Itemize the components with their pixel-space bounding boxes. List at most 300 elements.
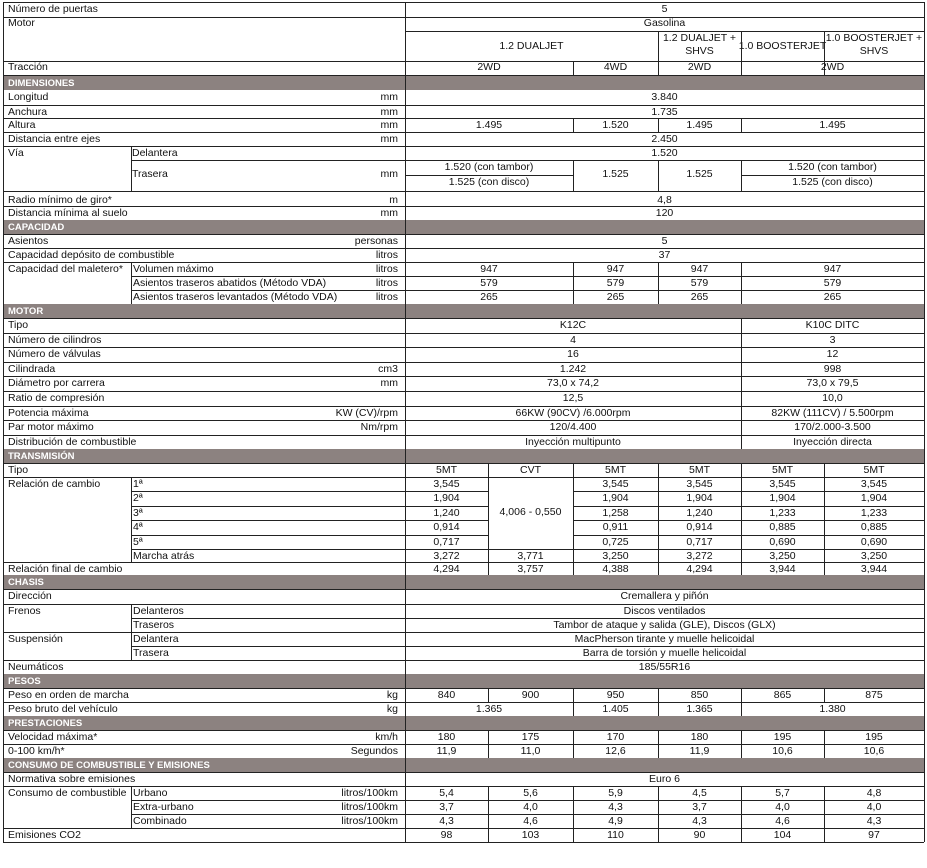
value-text: K12C — [559, 319, 587, 331]
value-text: 4,9 — [608, 815, 623, 827]
value-text: 180 — [437, 731, 456, 743]
value-text: 11,9 — [689, 745, 710, 757]
value-text: 110 — [607, 829, 624, 841]
value-text: 11,0 — [520, 745, 541, 757]
grid-column-rule — [741, 688, 742, 702]
value-text: 1.525 — [602, 168, 629, 180]
grid-column-rule — [658, 262, 659, 304]
cell-text: Distribución de combustible — [8, 435, 137, 448]
grid-rule — [3, 435, 924, 436]
unit-text: litros — [375, 291, 398, 303]
grid-rule — [3, 347, 924, 348]
traction-label: Tracción — [8, 61, 48, 73]
cell-text: Cilindrada — [8, 362, 56, 375]
value-text: 5MT — [605, 464, 626, 476]
cell-text: Peso en orden de marcha — [8, 689, 129, 701]
value-text: 0,725 — [602, 535, 629, 548]
grid-column-rule — [741, 786, 742, 842]
unit-text: KW (CV)/rpm — [335, 406, 398, 419]
unit-text: mm — [380, 377, 398, 390]
value-text: 4,0 — [866, 801, 882, 813]
grid-column-rule — [573, 262, 574, 304]
grid-rule — [3, 191, 924, 192]
grid-rule — [3, 589, 924, 590]
grid-column-rule — [573, 463, 574, 575]
value-text: 3,7 — [692, 801, 707, 813]
value-text: 0,717 — [433, 535, 460, 548]
engine-header: 1.0 BOOSTERJET + SHVS — [825, 32, 923, 57]
engine-header: 1.2 DUALJET + SHVS — [662, 32, 737, 57]
value-text: 1.365 — [475, 703, 503, 715]
section-prestaciones — [3, 716, 924, 730]
value-text: 82KW (111CV) / 5.500rpm — [771, 406, 894, 419]
cell-text: Volumen máximo — [133, 263, 214, 275]
grid-rule — [3, 391, 924, 392]
value-text: 175 — [521, 731, 540, 743]
grid-column-rule — [824, 786, 825, 842]
value-text: 850 — [690, 689, 709, 701]
grid-column-rule — [741, 318, 742, 449]
value-text: CVT — [520, 464, 541, 476]
value-text: 10,6 — [863, 745, 885, 757]
value-text: 195 — [773, 731, 792, 743]
value-text: 97 — [868, 829, 880, 841]
motor-label: Motor — [8, 17, 35, 29]
grid-column-rule — [131, 477, 132, 562]
value-text: 1,240 — [433, 506, 460, 519]
value-text: 4,6 — [523, 815, 538, 827]
value-text: 3,250 — [860, 550, 888, 562]
cell-text: Relación final de cambio — [8, 563, 123, 575]
grid-column-rule — [741, 118, 742, 132]
value-text: 195 — [865, 731, 883, 743]
grid-column-rule — [824, 730, 825, 758]
cell-text: Peso bruto del vehículo — [8, 703, 118, 715]
section-title: CHASIS — [8, 577, 44, 588]
value-text: 998 — [823, 362, 842, 375]
cell-text: Delantera — [132, 147, 178, 159]
value-text: 1.735 — [651, 106, 678, 118]
section-title: CONSUMO DE COMBUSTIBLE Y EMISIONES — [8, 760, 210, 771]
grid-column-rule — [741, 262, 742, 304]
value-text: 1.405 — [602, 703, 629, 715]
value-text: Tambor de ataque y salida (GLE), Discos (GLX) — [553, 619, 776, 631]
value-text: 840 — [437, 689, 456, 701]
value-text: 1,904 — [769, 492, 796, 505]
value-text: 37 — [658, 249, 671, 261]
grid-column-rule — [131, 262, 132, 304]
value-text: 4,5 — [692, 787, 707, 799]
cell-text: Potencia máxima — [8, 406, 89, 419]
cell-text: Velocidad máxima* — [8, 731, 98, 743]
value-text: 1.495 — [475, 119, 503, 131]
value-text: 4,294 — [686, 563, 713, 575]
value-text: 3 — [829, 333, 836, 346]
unit-text: mm — [380, 106, 398, 118]
grid-rule — [741, 175, 924, 176]
value-text: 3,272 — [686, 550, 713, 562]
grid-column-rule — [824, 688, 825, 702]
value-text: Inyección multipunto — [525, 435, 621, 448]
unit-text: km/h — [375, 731, 398, 743]
cell-text: Asientos traseros levantados (Método VDA) — [133, 291, 338, 303]
cell-text: Suspensión — [8, 633, 63, 645]
cell-text: Asientos — [8, 235, 49, 247]
cell-text: 5ª — [133, 535, 143, 548]
unit-text: kg — [386, 703, 398, 715]
unit-text: mm — [380, 207, 398, 219]
value-text: 1.380 — [819, 703, 846, 715]
value-text: 12 — [826, 348, 839, 361]
value-text: 4,8 — [657, 194, 672, 206]
section-pesos — [3, 674, 924, 688]
cell-text: Frenos — [8, 605, 41, 617]
cell-text: Delantera — [133, 633, 179, 645]
grid-rule — [131, 618, 924, 619]
cell-text: Número de válvulas — [8, 348, 101, 361]
value-text: 3,545 — [860, 478, 888, 490]
value-text: MacPherson tirante y muelle helicoidal — [574, 633, 755, 645]
cell-text: 2ª — [133, 492, 143, 505]
value-text: 947 — [480, 263, 498, 275]
traction-value: 2WD — [820, 61, 845, 73]
value-text: 0,690 — [860, 535, 888, 548]
value-text: 90 — [693, 829, 706, 841]
value-text: 3,944 — [860, 563, 888, 575]
unit-text: m — [389, 194, 398, 206]
value-text: 4,006 - 0,550 — [499, 506, 562, 518]
value-text: 1,904 — [433, 492, 460, 505]
cell-text: Neumáticos — [8, 661, 64, 673]
traction-value: 2WD — [477, 61, 501, 73]
cell-text: Ratio de compresión — [8, 392, 105, 404]
value-text: 185/55R16 — [638, 661, 691, 673]
cell-text: Emisiones CO2 — [8, 829, 81, 841]
section-chasis — [3, 575, 924, 589]
grid-column-rule — [741, 702, 742, 716]
value-text: 180 — [690, 731, 709, 743]
value-text: 900 — [521, 689, 540, 701]
engine-header: 1.0 BOOSTERJET — [738, 40, 827, 52]
grid-rule — [3, 234, 924, 235]
grid-column-rule — [131, 604, 132, 660]
value-text: 1,904 — [602, 492, 629, 505]
unit-text: litros — [375, 263, 398, 275]
value-text: 265 — [823, 291, 842, 303]
grid-rule — [3, 206, 924, 207]
doors-label: Número de puertas — [8, 3, 98, 15]
grid-column-rule — [824, 463, 825, 575]
grid-rule — [3, 420, 924, 421]
cell-text: Distancia mínima al suelo — [8, 207, 128, 219]
cell-text: Número de cilindros — [8, 333, 102, 346]
unit-text: mm — [380, 168, 398, 180]
cell-text: Distancia entre ejes — [8, 133, 101, 145]
value-text: Euro 6 — [649, 773, 680, 785]
value-text: 1.495 — [686, 119, 713, 131]
unit-text: litros — [375, 249, 398, 261]
grid-rule — [3, 362, 924, 363]
value-text: 120/4.400 — [549, 421, 597, 434]
unit-text: mm — [380, 133, 398, 145]
value-text: 3,545 — [602, 478, 629, 490]
section-title: PESOS — [8, 676, 41, 687]
grid-rule — [3, 2, 924, 3]
section-capacidad — [3, 220, 924, 234]
value-text: 104 — [773, 829, 792, 841]
value-text: 579 — [480, 277, 498, 289]
grid-column-rule — [658, 463, 659, 575]
unit-text: Nm/rpm — [360, 421, 398, 434]
grid-column-rule — [573, 730, 574, 758]
unit-text: personas — [354, 235, 398, 247]
cell-text: Consumo de combustible — [8, 787, 127, 799]
value-text: 5,9 — [608, 787, 623, 799]
value-text: 579 — [690, 277, 709, 289]
value-text: 73,0 x 79,5 — [806, 377, 859, 390]
grid-rule — [3, 118, 924, 119]
cell-text: Par motor máximo — [8, 421, 94, 434]
value-text: 4,294 — [433, 563, 460, 575]
value-text: 3,7 — [439, 801, 454, 813]
value-text: Inyección directa — [793, 435, 872, 448]
value-text: 1,233 — [769, 506, 796, 519]
cell-text: Radio mínimo de giro* — [8, 194, 112, 206]
value-text: 98 — [440, 829, 453, 841]
value-text: 4,3 — [692, 815, 707, 827]
grid-rule — [3, 132, 924, 133]
grid-column-rule — [488, 463, 489, 575]
cell-text: Longitud — [8, 91, 49, 103]
value-text: 3,545 — [686, 478, 713, 490]
cell-text: Trasera — [132, 168, 168, 180]
value-text: K10C DITC — [805, 319, 860, 331]
value-text: 103 — [521, 829, 540, 841]
cell-text: Diámetro por carrera — [8, 377, 105, 390]
value-text: 3,944 — [769, 563, 796, 575]
value-text: 3,771 — [517, 550, 544, 562]
value-text: 1,904 — [686, 492, 713, 505]
value-text: 4,6 — [775, 815, 790, 827]
value-text: 1.520 (con tambor) — [788, 161, 877, 173]
grid-column-rule — [658, 786, 659, 842]
value-text: 3.840 — [651, 91, 678, 103]
value-text: 170 — [606, 731, 625, 743]
cell-text: Urbano — [133, 787, 168, 799]
grid-rule — [3, 105, 924, 106]
grid-rule — [131, 646, 924, 647]
value-text: 1.365 — [686, 703, 713, 715]
grid-column-rule — [573, 786, 574, 842]
value-text: 950 — [606, 689, 625, 701]
cell-text: Traseros — [133, 619, 175, 631]
cell-text: 3ª — [133, 506, 143, 519]
grid-rule — [3, 318, 924, 319]
value-text: 1.520 — [651, 147, 678, 159]
value-text: 1.495 — [819, 119, 846, 131]
value-text: 5MT — [772, 464, 793, 476]
value-text: 265 — [480, 291, 498, 303]
value-text: 1.242 — [559, 362, 587, 375]
grid-rule — [3, 660, 924, 661]
value-text: 0,885 — [769, 521, 796, 534]
value-text: 3,250 — [602, 550, 629, 562]
grid-column-rule — [573, 688, 574, 702]
value-text: 1,258 — [602, 506, 629, 519]
grid-rule — [3, 702, 924, 703]
value-text: 4,388 — [602, 563, 629, 575]
value-text: 265 — [690, 291, 709, 303]
cell-text: Anchura — [8, 106, 48, 118]
value-text: 1,904 — [860, 492, 888, 505]
value-text: 73,0 x 74,2 — [547, 377, 599, 390]
value-text: 120 — [655, 207, 674, 219]
cell-text: 4ª — [133, 521, 143, 534]
section-transmision — [3, 449, 924, 463]
value-text: 16 — [567, 348, 579, 361]
grid-column-rule — [488, 688, 489, 702]
grid-column-rule — [3, 2, 4, 842]
value-text: 5,7 — [775, 787, 790, 799]
cell-text: Capacidad del maletero* — [8, 263, 123, 275]
value-text: 4 — [570, 333, 576, 346]
grid-column-rule — [658, 730, 659, 758]
grid-column-rule — [658, 160, 659, 191]
value-text: 5MT — [863, 464, 885, 476]
value-text: 0,914 — [433, 521, 460, 534]
value-text: 0,911 — [602, 521, 629, 534]
unit-text: litros/100km — [341, 787, 398, 799]
value-text: 4,0 — [523, 801, 538, 813]
value-text: 0,914 — [686, 521, 713, 534]
grid-column-rule — [131, 146, 132, 191]
value-text: 10,6 — [772, 745, 793, 757]
unit-text: mm — [380, 119, 398, 131]
grid-column-rule — [658, 118, 659, 132]
value-text: 265 — [606, 291, 625, 303]
cell-text: Relación de cambio — [8, 478, 101, 490]
grid-rule — [3, 772, 924, 773]
cell-text: Vía — [8, 147, 24, 159]
grid-rule — [405, 175, 573, 176]
section-title: TRANSMISIÓN — [8, 451, 75, 462]
cell-text: Combinado — [133, 815, 187, 827]
value-text: 579 — [606, 277, 625, 289]
unit-text: litros/100km — [341, 815, 398, 827]
grid-column-rule — [488, 730, 489, 758]
value-text: 5 — [661, 235, 668, 247]
section-title: MOTOR — [8, 306, 44, 317]
grid-column-rule — [741, 463, 742, 575]
value-text: 0,885 — [860, 521, 888, 534]
value-text: 5,4 — [439, 787, 454, 799]
value-text: 947 — [606, 263, 625, 275]
value-text: 1.520 — [602, 119, 629, 131]
grid-rule — [3, 333, 924, 334]
value-text: 947 — [690, 263, 709, 275]
section-consumo — [3, 758, 924, 772]
value-text: 4,0 — [775, 801, 790, 813]
traction-value: 2WD — [687, 61, 712, 73]
cell-text: 0-100 km/h* — [8, 745, 65, 757]
value-text: 4,3 — [439, 815, 454, 827]
fuel-value: Gasolina — [643, 17, 686, 29]
grid-rule — [3, 61, 924, 62]
doors-value: 5 — [661, 3, 668, 15]
cell-text: Altura — [8, 119, 36, 131]
value-text: 11,9 — [436, 745, 457, 757]
grid-column-rule — [573, 118, 574, 132]
grid-rule — [3, 842, 924, 843]
value-text: 4,3 — [608, 801, 623, 813]
cell-text: Extra-urbano — [133, 801, 194, 813]
value-text: 875 — [865, 689, 883, 701]
section-title: PRESTACIONES — [8, 718, 83, 729]
grid-column-rule — [924, 2, 925, 842]
grid-column-rule — [131, 786, 132, 828]
grid-column-rule — [573, 61, 574, 75]
value-text: 579 — [823, 277, 842, 289]
grid-column-rule — [405, 2, 406, 842]
cell-text: Asientos traseros abatidos (Método VDA) — [133, 277, 327, 289]
section-title: DIMENSIONES — [8, 78, 75, 89]
unit-text: cm3 — [378, 362, 398, 375]
traction-value: 4WD — [603, 61, 628, 73]
value-text: 1.525 (con disco) — [792, 176, 873, 188]
cell-text: Marcha atrás — [133, 550, 195, 562]
value-text: 1.525 — [686, 168, 713, 180]
value-text: 0,690 — [769, 535, 796, 548]
value-text: Cremallera y piñón — [620, 590, 709, 602]
value-text: Barra de torsión y muelle helicoidal — [582, 647, 747, 659]
grid-column-rule — [741, 160, 742, 191]
engine-header: 1.2 DUALJET — [499, 40, 564, 52]
value-text: 0,717 — [686, 535, 713, 548]
cell-text: 1ª — [133, 478, 143, 490]
value-text: 3,250 — [769, 550, 796, 562]
value-text: 3,757 — [517, 563, 544, 575]
value-text: 5MT — [689, 464, 710, 476]
grid-column-rule — [573, 160, 574, 191]
section-dimensiones — [3, 76, 924, 90]
section-motor — [3, 304, 924, 318]
value-text: 170/2.000-3.500 — [794, 421, 871, 434]
value-text: 66KW (90CV) /6.000rpm — [515, 406, 631, 419]
value-text: 1,233 — [860, 506, 888, 519]
cell-text: Capacidad depósito de combustible — [8, 249, 175, 261]
grid-rule — [3, 376, 924, 377]
unit-text: Segundos — [350, 745, 398, 757]
unit-text: litros — [375, 277, 398, 289]
value-text: 3,545 — [769, 478, 796, 490]
value-text: 5MT — [436, 464, 457, 476]
grid-column-rule — [573, 702, 574, 716]
unit-text: litros/100km — [341, 801, 398, 813]
value-text: Discos ventilados — [623, 605, 706, 617]
cell-text: Trasera — [133, 647, 169, 659]
value-text: 865 — [773, 689, 792, 701]
unit-text: kg — [386, 689, 398, 701]
cell-text: Normativa sobre emisiones — [8, 773, 136, 785]
unit-text: mm — [380, 91, 398, 103]
grid-column-rule — [658, 702, 659, 716]
grid-column-rule — [488, 786, 489, 842]
value-text: 947 — [823, 263, 842, 275]
value-text: 4,3 — [866, 815, 882, 827]
value-text: 4,8 — [866, 787, 882, 799]
value-text: 5,6 — [523, 787, 538, 799]
cell-text: Delanteros — [133, 605, 184, 617]
